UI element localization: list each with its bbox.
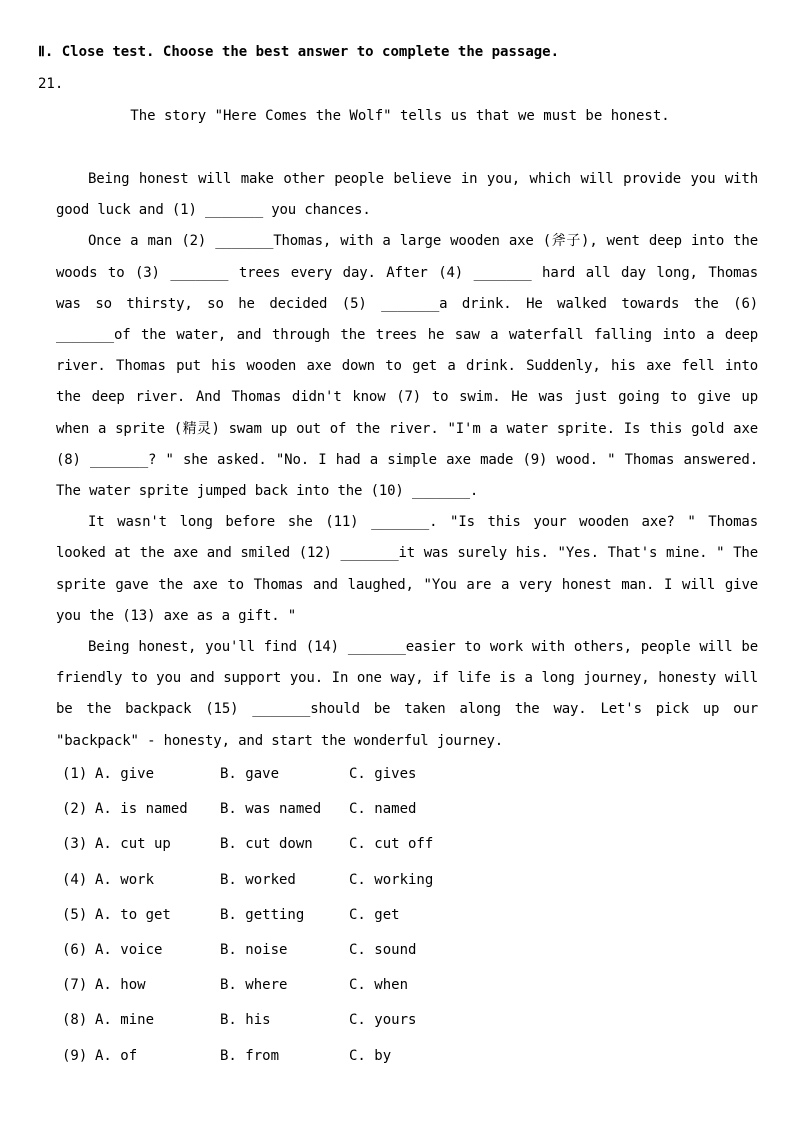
- option-number: (4): [62, 871, 88, 888]
- option-number: (5): [62, 906, 88, 923]
- option-a: A. how: [95, 977, 146, 994]
- option-b: B. where: [220, 977, 288, 994]
- option-b: B. cut down: [220, 836, 313, 853]
- option-a: A. mine: [95, 1012, 155, 1029]
- option-b: B. worked: [220, 871, 296, 888]
- option-c: C. when: [349, 977, 409, 994]
- option-number: (9): [62, 1047, 88, 1064]
- option-number: (1): [62, 766, 88, 782]
- option-b: B. noise: [220, 941, 288, 958]
- option-number: (2): [62, 801, 88, 818]
- option-b: B. was named: [220, 801, 322, 818]
- passage-paragraph: Once a man (2) _______Thomas, with a large wooden axe (斧子), went deep into the woods to (3) _______ trees every day. After (4) _______ hard all day long, Thomas was so thirsty, so he decided (5) _______a drink. He walked towards the (6) _______of the water, and through the trees he saw a waterfall falling into a deep river. Thomas put his wooden axe down to get a drink. Suddenly, his axe fell into the deep river. And Thomas didn't know (7) to swim. He was just going to give up when a sprite (精灵) swam up out of the river. "I'm a water sprite. Is this gold axe (8) _______? " she asked. "No. I had a simple axe made (9) wood. " Thomas answered. The water sprite jumped back into the (10) _______.: [56, 233, 758, 500]
- option-a: A. cut up: [95, 836, 171, 853]
- option-a: A. voice: [95, 941, 163, 958]
- option-c: C. by: [349, 1047, 392, 1064]
- option-number: (8): [62, 1012, 88, 1029]
- question-number: 21.: [38, 76, 64, 92]
- option-a: A. of: [95, 1047, 138, 1064]
- passage: [56, 164, 758, 757]
- option-b: B. his: [220, 1012, 271, 1029]
- option-number: (7): [62, 977, 88, 994]
- option-number: (3): [62, 836, 88, 853]
- passage-paragraph: Being honest will make other people believe in you, which will provide you with good luck and (1) _______ you chances.: [56, 171, 758, 219]
- option-c: C. get: [349, 906, 400, 923]
- option-b: B. from: [220, 1047, 280, 1064]
- option-a: A. to get: [95, 906, 171, 923]
- passage-title: The story "Here Comes the Wolf" tells us that we must be honest.: [130, 108, 670, 124]
- section-heading: Ⅱ. Close test. Choose the best answer to complete the passage.: [38, 44, 560, 60]
- option-a: A. give: [95, 766, 155, 782]
- option-number: (6): [62, 941, 88, 958]
- option-b: B. getting: [220, 906, 305, 923]
- passage-paragraph: Being honest, you'll find (14) _______easier to work with others, people will be friendly to you and support you. In one way, if life is a long journey, honesty will be the backpack (15) _______should be taken along the way. Let's pick up our "backpack" - honesty, and start the wonderful journey.: [56, 639, 758, 749]
- option-c: C. named: [349, 801, 417, 818]
- option-a: A. is named: [95, 801, 188, 818]
- option-a: A. work: [95, 871, 155, 888]
- option-c: C. cut off: [349, 836, 434, 853]
- option-b: B. gave: [220, 766, 280, 782]
- option-c: C. yours: [349, 1012, 417, 1029]
- option-c: C. gives: [349, 766, 417, 782]
- option-c: C. working: [349, 871, 434, 888]
- option-c: C. sound: [349, 941, 417, 958]
- passage-paragraph: It wasn't long before she (11) _______. "Is this your wooden axe? " Thomas looked at the axe and smiled (12) _______it was surely his. "Yes. That's mine. " The sprite gave the axe to Thomas and laughed, "You are a very honest man. I will give you the (13) axe as a gift. ": [56, 514, 758, 624]
